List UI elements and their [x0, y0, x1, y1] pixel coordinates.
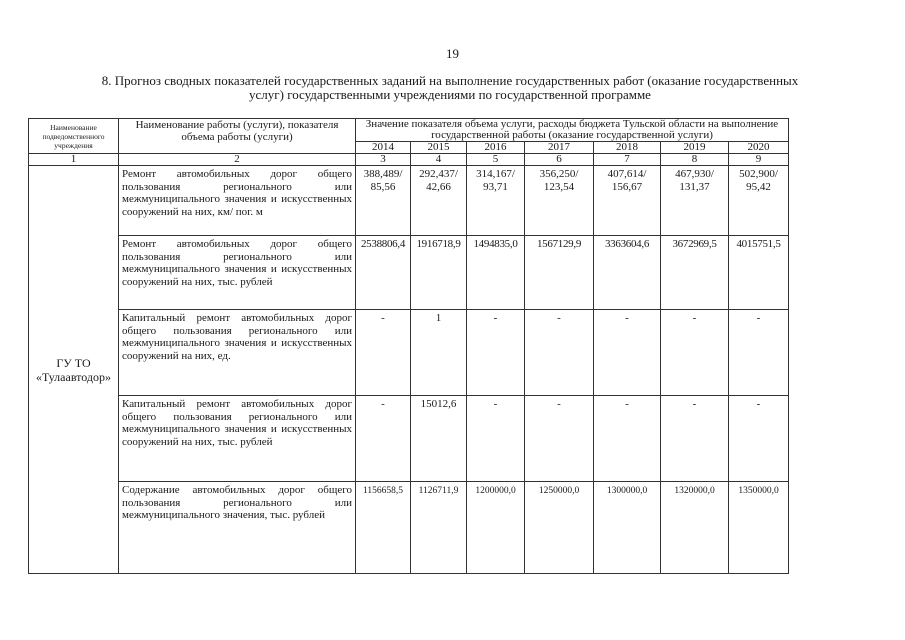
value-cell: - [594, 310, 661, 396]
header-org: Наименование подведомственного учреждения [29, 119, 119, 154]
work-description: Капитальный ремонт автомобильных дорог общего пользования регионального или межмуниципального значения и искусственных сооружений на них, тыс. рублей [119, 396, 356, 482]
column-number: 3 [356, 154, 411, 166]
table-row [29, 482, 789, 574]
table-row [29, 310, 789, 396]
year-header: 2015 [411, 142, 467, 154]
column-number: 9 [729, 154, 789, 166]
year-header: 2017 [525, 142, 594, 154]
value-cell: 1126711,9 [411, 482, 467, 574]
value-cell: - [661, 310, 729, 396]
value-cell: 1 [411, 310, 467, 396]
page-number: 19 [446, 46, 459, 61]
work-description: Содержание автомобильных дорог общего пользования регионального или межмуниципального значения, тыс. рублей [119, 482, 356, 574]
value-cell: 388,489/ 85,56 [356, 166, 411, 236]
year-header: 2020 [729, 142, 789, 154]
organization-name: ГУ ТО «Тулаавтодор» [29, 166, 119, 574]
value-cell: - [594, 396, 661, 482]
value-cell: 1250000,0 [525, 482, 594, 574]
column-number: 6 [525, 154, 594, 166]
value-cell: 292,437/ 42,66 [411, 166, 467, 236]
value-cell: - [729, 396, 789, 482]
value-cell: 3672969,5 [661, 236, 729, 310]
value-cell: - [525, 396, 594, 482]
column-number: 4 [411, 154, 467, 166]
value-cell: 1200000,0 [467, 482, 525, 574]
value-cell: 1494835,0 [467, 236, 525, 310]
value-cell: 1156658,5 [356, 482, 411, 574]
year-header: 2018 [594, 142, 661, 154]
value-cell: - [729, 310, 789, 396]
value-cell: 1916718,9 [411, 236, 467, 310]
header-values: Значение показателя объема услуги, расходы бюджета Тульской области на выполнение государственной работы (оказание государственной услуги) [356, 119, 789, 142]
work-description: Капитальный ремонт автомобильных дорог общего пользования регионального или межмуниципального значения и искусственных сооружений на них, ед. [119, 310, 356, 396]
value-cell: - [467, 310, 525, 396]
year-header: 2019 [661, 142, 729, 154]
column-number: 2 [119, 154, 356, 166]
header-work: Наименование работы (услуги), показателя объема работы (услуги) [119, 119, 356, 154]
value-cell: 356,250/ 123,54 [525, 166, 594, 236]
value-cell: 407,614/ 156,67 [594, 166, 661, 236]
value-cell: 2538806,4 [356, 236, 411, 310]
year-header: 2014 [356, 142, 411, 154]
value-cell: - [356, 310, 411, 396]
work-description: Ремонт автомобильных дорог общего пользования регионального или межмуниципального значения и искусственных сооружений на них, тыс. рублей [119, 236, 356, 310]
value-cell: - [661, 396, 729, 482]
value-cell: 467,930/ 131,37 [661, 166, 729, 236]
year-header: 2016 [467, 142, 525, 154]
value-cell: 314,167/ 93,71 [467, 166, 525, 236]
table-row [29, 166, 789, 236]
forecast-table [28, 118, 789, 574]
table-row [29, 236, 789, 310]
value-cell: 502,900/ 95,42 [729, 166, 789, 236]
value-cell: - [356, 396, 411, 482]
work-description: Ремонт автомобильных дорог общего пользования регионального или межмуниципального значения и искусственных сооружений на них, км/ пог. м [119, 166, 356, 236]
section-title: 8. Прогноз сводных показателей государственных заданий на выполнение государственных работ (оказание государственных услуг) государственными учреждениями по государственной программе [101, 73, 799, 102]
value-cell: 1300000,0 [594, 482, 661, 574]
column-number: 1 [29, 154, 119, 166]
column-number: 7 [594, 154, 661, 166]
column-number: 8 [661, 154, 729, 166]
value-cell: 1320000,0 [661, 482, 729, 574]
value-cell: - [525, 310, 594, 396]
value-cell: - [467, 396, 525, 482]
value-cell: 4015751,5 [729, 236, 789, 310]
value-cell: 1350000,0 [729, 482, 789, 574]
column-number: 5 [467, 154, 525, 166]
value-cell: 3363604,6 [594, 236, 661, 310]
table-row [29, 396, 789, 482]
value-cell: 1567129,9 [525, 236, 594, 310]
value-cell: 15012,6 [411, 396, 467, 482]
